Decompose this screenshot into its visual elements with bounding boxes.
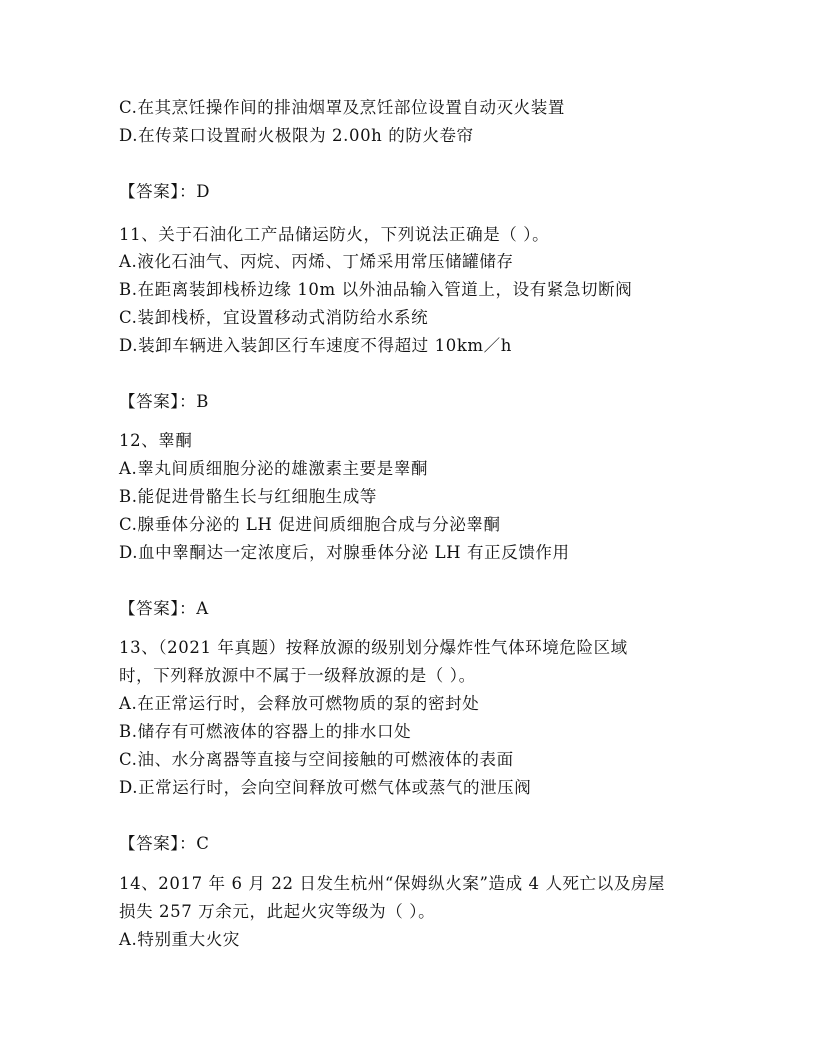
option-line: D.在传菜口设置耐火极限为 2.00h 的防火卷帘: [119, 126, 474, 145]
answer-line: 【答案】：C: [119, 834, 210, 853]
question-line: 损失 257 万余元，此起火灾等级为（ ）。: [119, 902, 436, 921]
answer-line: 【答案】：A: [119, 599, 209, 618]
option-line: D.血中睾酮达一定浓度后，对腺垂体分泌 LH 有正反馈作用: [119, 543, 570, 562]
question-line: 11、关于石油化工产品储运防火，下列说法正确是（ ）。: [119, 225, 550, 244]
answer-line: 【答案】：B: [119, 392, 209, 411]
answer-line: 【答案】：D: [119, 182, 211, 201]
question-line: 14、2017 年 6 月 22 日发生杭州“保姆纵火案”造成 4 人死亡以及房屋: [119, 874, 666, 893]
option-line: C.在其烹饪操作间的排油烟罩及烹饪部位设置自动灭火装置: [119, 98, 565, 117]
option-line: D.装卸车辆进入装卸区行车速度不得超过 10km／h: [119, 336, 512, 355]
option-line: A.特别重大火灾: [119, 930, 240, 949]
option-line: A.液化石油气、丙烷、丙烯、丁烯采用常压储罐储存: [119, 252, 514, 271]
option-line: B.储存有可燃液体的容器上的排水口处: [119, 722, 412, 741]
option-line: D.正常运行时，会向空间释放可燃气体或蒸气的泄压阀: [119, 778, 532, 797]
option-line: B.在距离装卸栈桥边缘 10m 以外油品输入管道上，设有紧急切断阀: [119, 280, 633, 299]
option-line: A.睾丸间质细胞分泌的雄激素主要是睾酮: [119, 459, 429, 478]
option-line: B.能促进骨骼生长与红细胞生成等: [119, 487, 377, 506]
question-line: 13、（2021 年真题）按释放源的级别划分爆炸性气体环境危险区域: [119, 638, 628, 657]
option-line: A.在正常运行时，会释放可燃物质的泵的密封处: [119, 694, 480, 713]
option-line: C.装卸栈桥，宜设置移动式消防给水系统: [119, 308, 429, 327]
question-line: 12、睾酮: [119, 431, 193, 450]
question-line: 时，下列释放源中不属于一级释放源的是（ ）。: [119, 666, 476, 685]
option-line: C.腺垂体分泌的 LH 促进间质细胞合成与分泌睾酮: [119, 515, 501, 534]
option-line: C.油、水分离器等直接与空间接触的可燃液体的表面: [119, 750, 514, 769]
